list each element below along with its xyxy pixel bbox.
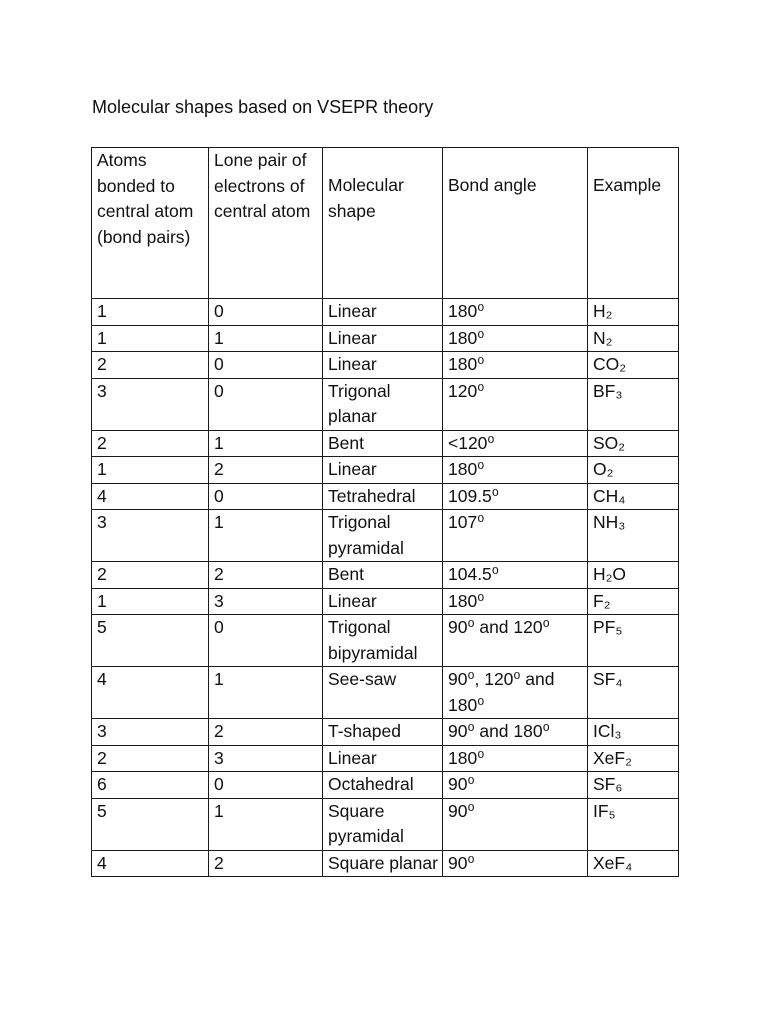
cell-shape: Bent — [323, 430, 443, 457]
cell-shape: T-shaped — [323, 719, 443, 746]
cell-shape: Trigonal bipyramidal — [323, 615, 443, 667]
cell-angle: 180⁰ — [443, 745, 588, 772]
cell-bonded: 1 — [92, 457, 209, 484]
cell-bonded: 5 — [92, 615, 209, 667]
table-header — [92, 148, 679, 299]
table-row — [92, 430, 679, 457]
cell-shape: Linear — [323, 352, 443, 379]
cell-angle: 104.5⁰ — [443, 562, 588, 589]
cell-lone: 0 — [209, 615, 323, 667]
cell-angle: 90⁰ — [443, 798, 588, 850]
cell-shape: Linear — [323, 588, 443, 615]
cell-example: O₂ — [588, 457, 679, 484]
header-bonded-atoms: Atoms bonded to central atom (bond pairs) — [92, 148, 209, 299]
cell-example: IF₅ — [588, 798, 679, 850]
vsepr-table — [91, 147, 679, 877]
table-row — [92, 850, 679, 877]
cell-shape: Trigonal planar — [323, 378, 443, 430]
header-example: Example — [588, 148, 679, 299]
cell-bonded: 4 — [92, 850, 209, 877]
cell-shape: Trigonal pyramidal — [323, 510, 443, 562]
cell-angle: 180⁰ — [443, 588, 588, 615]
cell-angle: <120⁰ — [443, 430, 588, 457]
cell-bonded: 3 — [92, 719, 209, 746]
cell-angle: 90⁰ and 180⁰ — [443, 719, 588, 746]
cell-angle: 90⁰ — [443, 850, 588, 877]
cell-bonded: 2 — [92, 745, 209, 772]
cell-lone: 1 — [209, 510, 323, 562]
cell-lone: 1 — [209, 430, 323, 457]
cell-angle: 180⁰ — [443, 457, 588, 484]
cell-bonded: 3 — [92, 378, 209, 430]
cell-shape: Square planar — [323, 850, 443, 877]
table-row — [92, 719, 679, 746]
cell-lone: 0 — [209, 772, 323, 799]
cell-angle: 90⁰, 120⁰ and 180⁰ — [443, 667, 588, 719]
cell-lone: 3 — [209, 588, 323, 615]
cell-angle: 180⁰ — [443, 352, 588, 379]
cell-lone: 1 — [209, 325, 323, 352]
table-row — [92, 562, 679, 589]
table-row — [92, 615, 679, 667]
cell-lone: 0 — [209, 352, 323, 379]
cell-example: ICl₃ — [588, 719, 679, 746]
cell-example: CO₂ — [588, 352, 679, 379]
cell-shape: Linear — [323, 325, 443, 352]
table-row — [92, 378, 679, 430]
cell-angle: 107⁰ — [443, 510, 588, 562]
header-lone-pairs: Lone pair of electrons of central atom — [209, 148, 323, 299]
cell-example: PF₅ — [588, 615, 679, 667]
cell-example: H₂ — [588, 299, 679, 326]
cell-bonded: 4 — [92, 483, 209, 510]
table-row — [92, 510, 679, 562]
cell-example: H₂O — [588, 562, 679, 589]
cell-angle: 120⁰ — [443, 378, 588, 430]
table-row — [92, 457, 679, 484]
cell-shape: Linear — [323, 457, 443, 484]
cell-example: CH₄ — [588, 483, 679, 510]
table-row — [92, 667, 679, 719]
cell-example: SO₂ — [588, 430, 679, 457]
cell-lone: 2 — [209, 719, 323, 746]
table-row — [92, 772, 679, 799]
cell-lone: 3 — [209, 745, 323, 772]
header-bond-angle: Bond angle — [443, 148, 588, 299]
cell-example: XeF₂ — [588, 745, 679, 772]
cell-bonded: 6 — [92, 772, 209, 799]
cell-lone: 2 — [209, 850, 323, 877]
cell-example: SF₄ — [588, 667, 679, 719]
header-molecular-shape: Molecular shape — [323, 148, 443, 299]
cell-angle: 180⁰ — [443, 299, 588, 326]
cell-example: N₂ — [588, 325, 679, 352]
cell-example: BF₃ — [588, 378, 679, 430]
cell-bonded: 1 — [92, 325, 209, 352]
table-row — [92, 299, 679, 326]
table-row — [92, 325, 679, 352]
cell-lone: 0 — [209, 378, 323, 430]
cell-bonded: 2 — [92, 352, 209, 379]
cell-shape: Tetrahedral — [323, 483, 443, 510]
cell-shape: See-saw — [323, 667, 443, 719]
cell-angle: 90⁰ and 120⁰ — [443, 615, 588, 667]
cell-shape: Bent — [323, 562, 443, 589]
cell-lone: 0 — [209, 299, 323, 326]
cell-angle: 109.5⁰ — [443, 483, 588, 510]
cell-shape: Octahedral — [323, 772, 443, 799]
cell-example: NH₃ — [588, 510, 679, 562]
cell-bonded: 4 — [92, 667, 209, 719]
cell-shape: Linear — [323, 299, 443, 326]
header-row — [92, 148, 679, 299]
cell-shape: Linear — [323, 745, 443, 772]
cell-lone: 1 — [209, 667, 323, 719]
cell-bonded: 2 — [92, 430, 209, 457]
table-row — [92, 745, 679, 772]
cell-example: F₂ — [588, 588, 679, 615]
table-row — [92, 798, 679, 850]
cell-example: XeF₄ — [588, 850, 679, 877]
table-body — [92, 299, 679, 877]
cell-angle: 90⁰ — [443, 772, 588, 799]
cell-example: SF₆ — [588, 772, 679, 799]
cell-angle: 180⁰ — [443, 325, 588, 352]
document-title: Molecular shapes based on VSEPR theory — [92, 97, 434, 117]
cell-bonded: 2 — [92, 562, 209, 589]
cell-lone: 0 — [209, 483, 323, 510]
cell-lone: 2 — [209, 457, 323, 484]
cell-bonded: 1 — [92, 588, 209, 615]
cell-lone: 2 — [209, 562, 323, 589]
cell-bonded: 3 — [92, 510, 209, 562]
table-row — [92, 352, 679, 379]
table-row — [92, 588, 679, 615]
cell-lone: 1 — [209, 798, 323, 850]
cell-shape: Square pyramidal — [323, 798, 443, 850]
cell-bonded: 5 — [92, 798, 209, 850]
cell-bonded: 1 — [92, 299, 209, 326]
table-row — [92, 483, 679, 510]
